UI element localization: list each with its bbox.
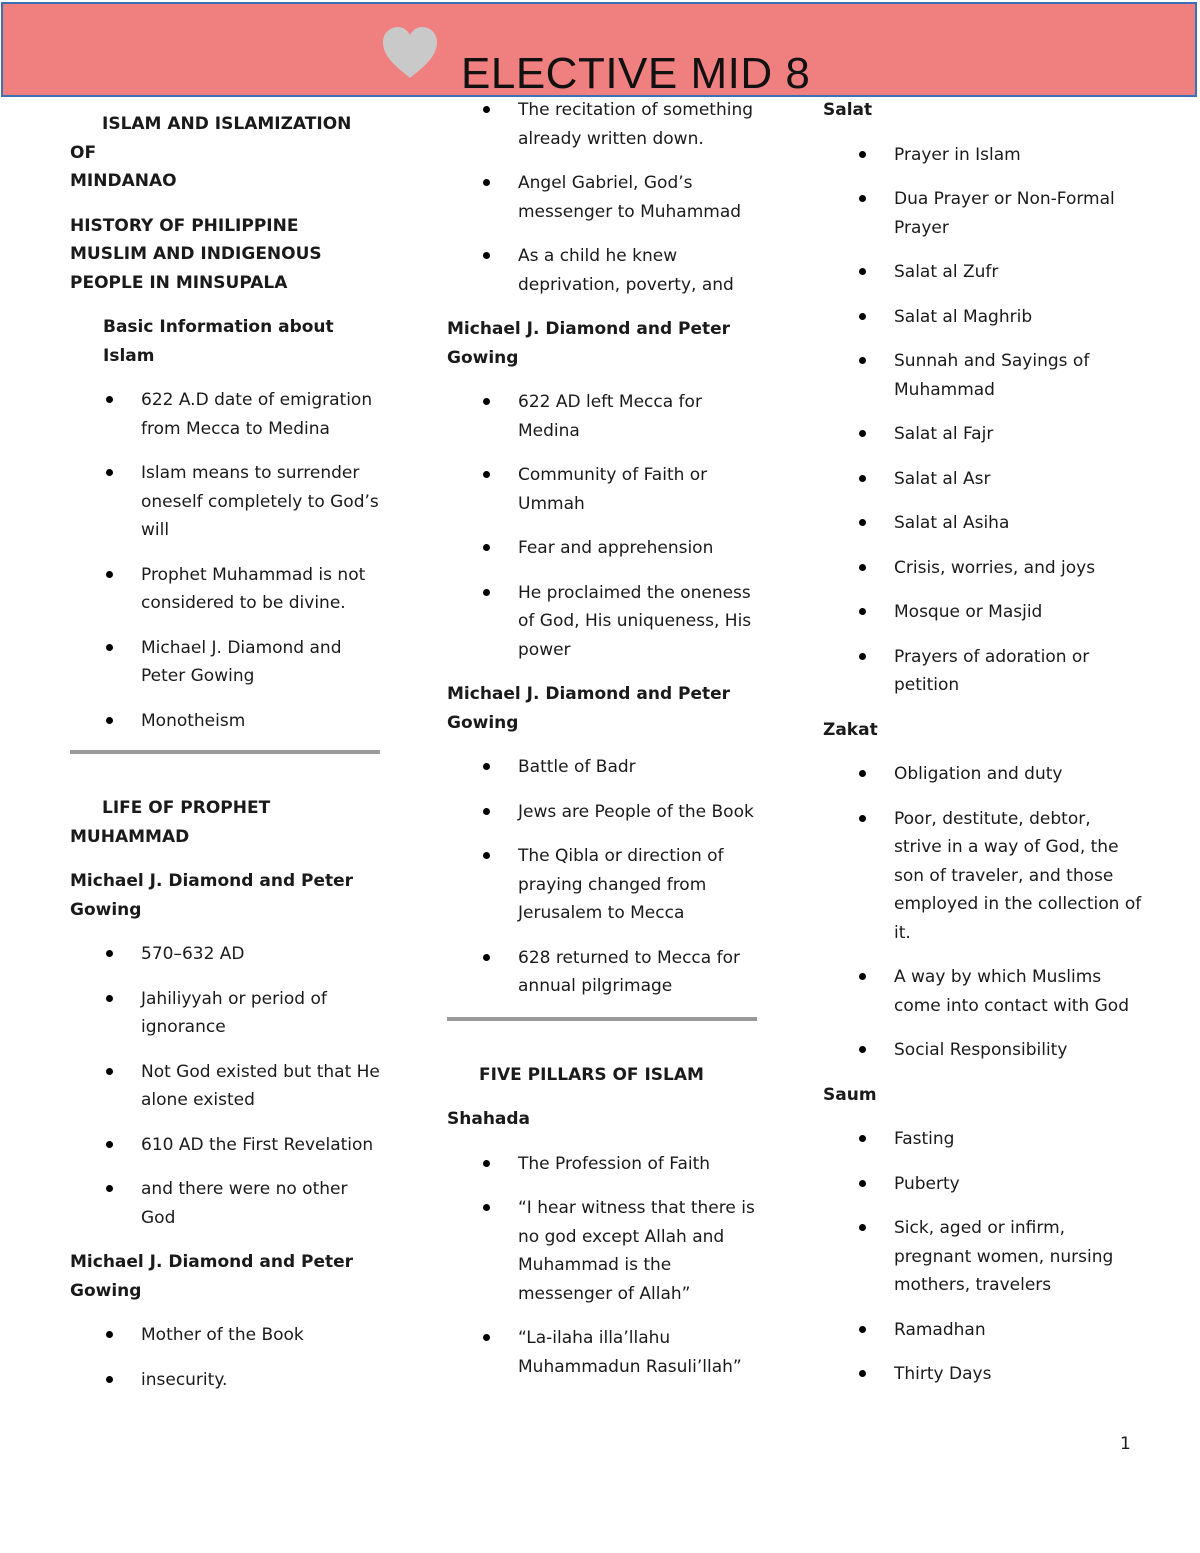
list-item: Sick, aged or infirm, pregnant women, nursing mothers, travelers [823,1214,1143,1300]
subheading-shahada: Shahada [447,1109,531,1129]
heading-muhammad: MUHAMMAD [70,826,190,847]
author-heading: Michael J. Diamond and Peter Gowing [70,1252,354,1301]
heart-icon [381,26,439,80]
list-item: A way by which Muslims come into contact with God [823,963,1143,1020]
list-item: He proclaimed the oneness of God, His uniqueness, His power [447,579,757,665]
list-item: Ramadhan [823,1316,1143,1345]
list-item: Puberty [823,1170,1143,1199]
list-item: Monotheism [70,707,380,736]
heading-life-of-prophet: LIFE OF PROPHET [102,798,271,818]
list-item: Salat al Zufr [823,258,1143,287]
list-item: 570–632 AD [70,940,380,969]
list-item: 622 AD left Mecca for Medina [447,388,757,445]
list-item: Battle of Badr [447,753,757,782]
list-item: 628 returned to Mecca for annual pilgrimage [447,944,757,1001]
list-item: The Qibla or direction of praying changed from Jerusalem to Mecca [447,842,757,928]
list-item: Prayers of adoration or petition [823,643,1143,700]
list-item: Salat al Fajr [823,420,1143,449]
list-item: Prayer in Islam [823,141,1143,170]
list-item: “I hear witness that there is no god except Allah and Muhammad is the messenger of Allah” [447,1194,757,1308]
list-item: Salat al Asiha [823,509,1143,538]
subheading-zakat: Zakat [823,719,878,740]
list-item: Not God existed but that He alone existed [70,1058,380,1115]
list-item: Sunnah and Sayings of Muhammad [823,347,1143,404]
bullet-list-saum [823,1125,1143,1389]
heading-mindanao: MINDANAO [70,171,177,191]
list-item: Jews are People of the Book [447,798,757,827]
list-item: Mother of the Book [70,1321,380,1350]
column-1 [70,96,380,1394]
bullet-list-life [70,940,380,1232]
list-item: “La-ilaha illa’llahu Muhammadun Rasuli’llah” [447,1324,757,1381]
list-item: Prophet Muhammad is not considered to be divine. [70,561,380,618]
list-item: Crisis, worries, and joys [823,554,1143,583]
list-item: Social Responsibility [823,1036,1143,1065]
heading-islam-islamization: ISLAM AND ISLAMIZATION OF [70,114,352,163]
bullet-list-book [70,1321,380,1394]
list-item: Community of Faith or Ummah [447,461,757,518]
subheading-basic-info: Basic Information about Islam [103,317,334,366]
list-item: Salat al Asr [823,465,1143,494]
page-header [1,2,1197,97]
list-item: As a child he knew deprivation, poverty, and [447,242,757,299]
list-item: Poor, destitute, debtor, strive in a way of God, the son of traveler, and those employed in the collection of it. [823,805,1143,948]
page-number: 1 [1120,1434,1131,1454]
list-item: 622 A.D date of emigration from Mecca to Medina [70,386,380,443]
subheading-salat: Salat [823,100,873,120]
list-item: and there were no other God [70,1175,380,1232]
list-item: insecurity. [70,1366,380,1395]
list-item: Thirty Days [823,1360,1143,1389]
bullet-list-revelation [447,96,757,299]
bullet-list-badr [447,753,757,1001]
list-item: Michael J. Diamond and Peter Gowing [70,634,380,691]
page-title: ELECTIVE MID 8 [461,49,811,98]
list-item: Jahiliyyah or period of ignorance [70,985,380,1042]
heading-five-pillars: FIVE PILLARS OF ISLAM [479,1064,704,1085]
list-item: The Profession of Faith [447,1150,757,1179]
bullet-list-basic-info [70,386,380,735]
column-2 [447,96,757,1381]
author-heading: Michael J. Diamond and Peter Gowing [447,319,731,368]
column-3 [823,96,1143,1389]
list-item: Angel Gabriel, God’s messenger to Muhammad [447,169,757,226]
list-item: Fear and apprehension [447,534,757,563]
bullet-list-shahada [447,1150,757,1382]
list-item: Dua Prayer or Non-Formal Prayer [823,185,1143,242]
list-item: Fasting [823,1125,1143,1154]
list-item: Mosque or Masjid [823,598,1143,627]
bullet-list-salat [823,141,1143,700]
author-heading: Michael J. Diamond and Peter Gowing [70,871,354,920]
bullet-list-hijra [447,388,757,664]
list-item: The recitation of something already written down. [447,96,757,153]
bullet-list-zakat [823,760,1143,1065]
list-item: Salat al Maghrib [823,303,1143,332]
list-item: Obligation and duty [823,760,1143,789]
list-item: Islam means to surrender oneself completely to God’s will [70,459,380,545]
heading-history: HISTORY OF PHILIPPINE MUSLIM AND INDIGENOUS PEOPLE IN MINSUPALA [70,215,322,293]
subheading-saum: Saum [823,1084,877,1105]
list-item: 610 AD the First Revelation [70,1131,380,1160]
author-heading: Michael J. Diamond and Peter Gowing [447,684,731,733]
